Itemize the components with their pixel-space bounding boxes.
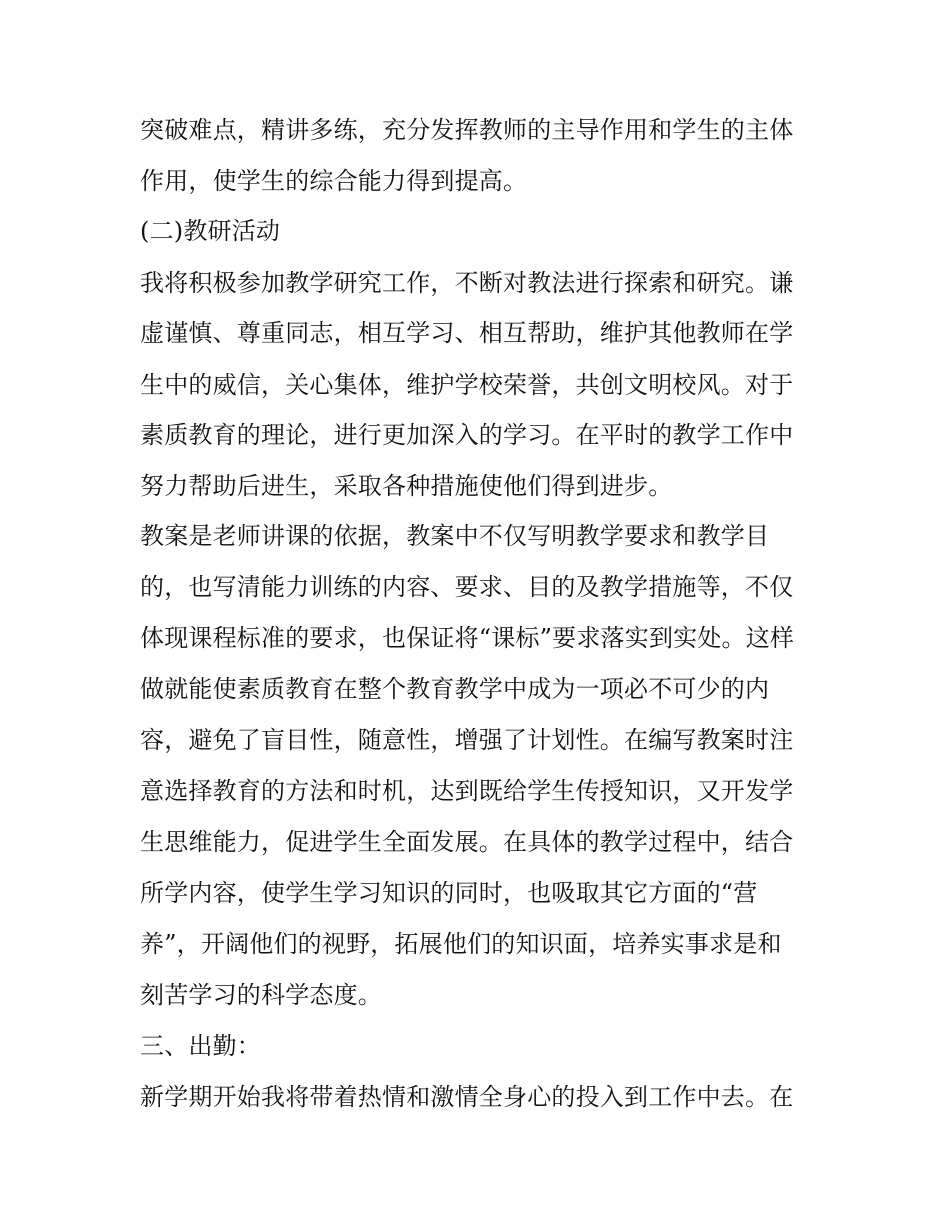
text-line: 作用，使学生的综合能力得到提高。: [140, 167, 528, 195]
text-line: 的，也写清能力训练的内容、要求、目的及教学措施等，不仅: [140, 573, 794, 601]
text-line: 刻苦学习的科学态度。: [140, 981, 382, 1009]
text-line: 意选择教育的方法和时机，达到既给学生传授知识，又开发学: [140, 777, 794, 805]
text-line: 体现课程标准的要求，也保证将“课标”要求落实到实处。这样: [140, 624, 795, 652]
section-heading: 三、出勤：: [140, 1032, 261, 1060]
text-line: 我将积极参加教学研究工作，不断对教法进行探索和研究。谦: [140, 269, 794, 297]
text-line: 生思维能力，促进学生全面发展。在具体的教学过程中，结合: [140, 828, 794, 856]
text-line: 养”，开阔他们的视野，拓展他们的知识面，培养实事求是和: [140, 930, 782, 958]
text-line: 容，避免了盲目性，随意性，增强了计划性。在编写教案时注: [140, 726, 794, 754]
text-line: 教案是老师讲课的依据，教案中不仅写明教学要求和教学目: [140, 522, 770, 550]
text-line: 新学期开始我将带着热情和激情全身心的投入到工作中去。在: [140, 1083, 794, 1111]
text-line: 虚谨慎、尊重同志，相互学习、相互帮助，维护其他教师在学: [140, 319, 794, 347]
text-line: 努力帮助后进生，采取各种措施使他们得到进步。: [140, 472, 673, 500]
text-line: 做就能使素质教育在整个教育教学中成为一项必不可少的内: [140, 675, 770, 703]
text-line: 突破难点，精讲多练，充分发挥教师的主导作用和学生的主体: [140, 116, 794, 144]
text-line: 素质教育的理论，进行更加深入的学习。在平时的教学工作中: [140, 421, 794, 449]
text-line: 生中的威信，关心集体，维护学校荣誉，共创文明校风。对于: [140, 371, 794, 399]
section-heading: (二)教研活动: [140, 217, 281, 245]
text-line: 所学内容，使学生学习知识的同时，也吸取其它方面的“营: [140, 879, 758, 907]
